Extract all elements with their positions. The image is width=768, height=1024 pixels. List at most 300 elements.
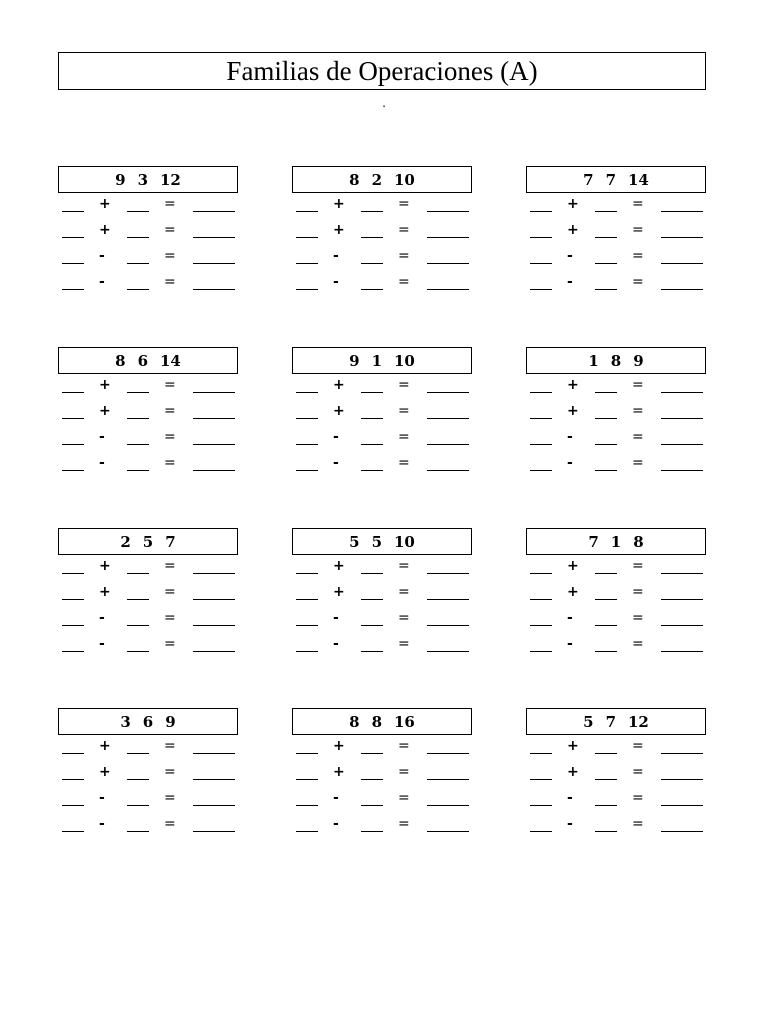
family-number: 7 [165,532,176,551]
answer-blank-first[interactable] [296,599,318,600]
equation-row [526,555,706,581]
family-number: 1 [610,532,622,551]
equation-row [526,761,706,787]
answer-blank-result[interactable] [193,470,235,471]
minus-sign: - [333,429,339,445]
equals-sign: = [164,738,176,754]
equation-row [58,193,238,219]
equation-row [58,555,238,581]
fact-family-numbers [58,708,238,735]
minus-sign: - [99,610,105,626]
equals-sign: = [398,636,410,652]
answer-blank-first[interactable] [530,211,552,212]
answer-blank-result[interactable] [427,573,469,574]
plus-sign: + [333,403,345,419]
minus-sign: - [567,636,573,652]
plus-sign: + [333,196,345,212]
answer-blank-result[interactable] [427,418,469,419]
answer-blank-first[interactable] [530,779,552,780]
answer-blank-second[interactable] [361,625,383,626]
equals-sign: = [398,558,410,574]
answer-blank-second[interactable] [127,805,149,806]
plus-sign: + [333,377,345,393]
plus-sign: + [567,764,579,780]
answer-blank-second[interactable] [361,573,383,574]
equals-sign: = [164,584,176,600]
fact-family-numbers [292,347,472,374]
answer-blank-second[interactable] [361,753,383,754]
family-number: 8 [371,712,382,731]
answer-blank-first[interactable] [530,289,552,290]
answer-blank-first[interactable] [62,625,84,626]
fact-family-numbers [292,528,472,555]
equation-row [292,555,472,581]
answer-blank-first[interactable] [296,470,318,471]
equals-sign: = [632,636,644,652]
answer-blank-second[interactable] [595,831,617,832]
fact-family-numbers [292,166,472,193]
answer-blank-second[interactable] [595,211,617,212]
plus-sign: + [99,196,111,212]
answer-blank-result[interactable] [193,211,235,212]
equation-row [292,193,472,219]
answer-blank-result[interactable] [193,237,235,238]
equation-row [292,735,472,761]
answer-blank-second[interactable] [127,779,149,780]
answer-blank-first[interactable] [62,831,84,832]
answer-blank-second[interactable] [361,779,383,780]
equals-sign: = [632,274,644,290]
answer-blank-second[interactable] [127,573,149,574]
family-number: 14 [628,170,649,189]
equals-sign: = [398,738,410,754]
equals-sign: = [632,377,644,393]
family-number: 7 [605,712,616,731]
fact-family-card [58,708,238,839]
plus-sign: + [567,738,579,754]
answer-blank-first[interactable] [296,753,318,754]
plus-sign: + [333,764,345,780]
minus-sign: - [333,455,339,471]
answer-blank-second[interactable] [361,392,383,393]
equation-row [58,400,238,426]
family-number: 6 [137,351,148,370]
equals-sign: = [164,403,176,419]
answer-blank-second[interactable] [361,418,383,419]
answer-blank-result[interactable] [427,392,469,393]
answer-blank-second[interactable] [595,779,617,780]
answer-blank-result[interactable] [661,753,703,754]
equation-row [292,400,472,426]
minus-sign: - [333,610,339,626]
family-number: 6 [142,712,154,731]
family-number: 2 [120,532,131,551]
equals-sign: = [164,248,176,264]
answer-blank-first[interactable] [62,470,84,471]
answer-blank-result[interactable] [427,599,469,600]
answer-blank-first[interactable] [296,237,318,238]
answer-blank-result[interactable] [193,831,235,832]
answer-blank-result[interactable] [427,237,469,238]
family-number: 1 [588,351,599,370]
family-number: 8 [633,532,644,551]
minus-sign: - [333,816,339,832]
answer-blank-first[interactable] [62,599,84,600]
answer-blank-first[interactable] [296,779,318,780]
minus-sign: - [99,429,105,445]
answer-blank-first[interactable] [62,753,84,754]
family-number: 9 [165,712,176,731]
family-number: 12 [160,170,181,189]
answer-blank-second[interactable] [127,625,149,626]
equals-sign: = [398,403,410,419]
equation-row [292,581,472,607]
answer-blank-second[interactable] [127,599,149,600]
minus-sign: - [99,636,105,652]
answer-blank-result[interactable] [427,753,469,754]
answer-blank-first[interactable] [530,470,552,471]
equation-row [292,271,472,297]
equals-sign: = [398,248,410,264]
equals-sign: = [164,196,176,212]
answer-blank-second[interactable] [595,805,617,806]
answer-blank-first[interactable] [296,573,318,574]
answer-blank-result[interactable] [193,392,235,393]
fact-family-card [58,528,238,659]
equation-row [292,219,472,245]
equation-row [58,813,238,839]
equation-row [526,452,706,478]
equation-row [526,735,706,761]
fact-family-card [58,166,238,297]
family-number: 10 [394,532,415,551]
answer-blank-result[interactable] [427,470,469,471]
answer-blank-second[interactable] [361,289,383,290]
answer-blank-first[interactable] [530,573,552,574]
answer-blank-result[interactable] [193,418,235,419]
plus-sign: + [99,377,111,393]
equation-row [526,426,706,452]
answer-blank-second[interactable] [127,418,149,419]
fact-family-numbers [526,166,706,193]
answer-blank-second[interactable] [127,831,149,832]
family-number: 8 [115,351,126,370]
answer-blank-first[interactable] [530,237,552,238]
equals-sign: = [632,558,644,574]
equation-row [58,787,238,813]
answer-blank-first[interactable] [296,831,318,832]
minus-sign: - [99,790,105,806]
answer-blank-first[interactable] [530,444,552,445]
answer-blank-second[interactable] [361,211,383,212]
answer-blank-second[interactable] [361,237,383,238]
answer-blank-first[interactable] [62,289,84,290]
answer-blank-result[interactable] [661,289,703,290]
plus-sign: + [99,558,111,574]
equals-sign: = [164,429,176,445]
minus-sign: - [333,636,339,652]
answer-blank-result[interactable] [661,470,703,471]
answer-blank-first[interactable] [530,392,552,393]
equals-sign: = [398,222,410,238]
answer-blank-second[interactable] [595,263,617,264]
family-number: 10 [394,351,415,370]
fact-family-card [292,166,472,297]
answer-blank-result[interactable] [661,599,703,600]
equation-row [526,193,706,219]
answer-blank-first[interactable] [296,651,318,652]
answer-blank-result[interactable] [193,573,235,574]
answer-blank-first[interactable] [296,263,318,264]
answer-blank-first[interactable] [296,444,318,445]
answer-blank-first[interactable] [296,289,318,290]
equation-row [292,374,472,400]
equation-row [526,607,706,633]
answer-blank-result[interactable] [427,625,469,626]
answer-blank-first[interactable] [296,392,318,393]
fact-family-numbers [526,708,706,735]
answer-blank-first[interactable] [62,651,84,652]
answer-blank-result[interactable] [661,392,703,393]
fact-family-card [526,166,706,297]
answer-blank-second[interactable] [361,599,383,600]
family-number: 9 [349,351,360,370]
answer-blank-second[interactable] [595,470,617,471]
minus-sign: - [333,790,339,806]
plus-sign: + [567,558,579,574]
answer-blank-second[interactable] [595,444,617,445]
equals-sign: = [164,274,176,290]
answer-blank-result[interactable] [193,753,235,754]
equation-row [292,813,472,839]
equals-sign: = [164,222,176,238]
family-number: 1 [371,351,382,370]
answer-blank-result[interactable] [193,289,235,290]
answer-blank-second[interactable] [361,831,383,832]
plus-sign: + [333,222,345,238]
answer-blank-result[interactable] [661,625,703,626]
answer-blank-second[interactable] [595,753,617,754]
family-number: 5 [371,532,382,551]
equation-row [526,787,706,813]
answer-blank-result[interactable] [661,263,703,264]
minus-sign: - [567,429,573,445]
minus-sign: - [99,455,105,471]
answer-blank-second[interactable] [361,470,383,471]
family-number: 8 [349,170,360,189]
answer-blank-second[interactable] [595,625,617,626]
equals-sign: = [632,248,644,264]
equals-sign: = [632,196,644,212]
answer-blank-second[interactable] [127,651,149,652]
equals-sign: = [398,377,410,393]
worksheet-title-text: Familias de Operaciones (A) [226,55,538,86]
answer-blank-result[interactable] [661,573,703,574]
equation-row [292,787,472,813]
answer-blank-first[interactable] [296,805,318,806]
answer-blank-result[interactable] [661,444,703,445]
plus-sign: + [99,403,111,419]
answer-blank-first[interactable] [62,444,84,445]
answer-blank-first[interactable] [62,779,84,780]
answer-blank-result[interactable] [427,779,469,780]
minus-sign: - [567,790,573,806]
answer-blank-first[interactable] [530,599,552,600]
subtitle-dot: . [382,96,386,110]
answer-blank-result[interactable] [427,263,469,264]
answer-blank-second[interactable] [595,237,617,238]
equation-row [526,813,706,839]
family-number: 14 [160,351,181,370]
answer-blank-result[interactable] [193,263,235,264]
equation-row [58,219,238,245]
equals-sign: = [632,764,644,780]
equals-sign: = [398,429,410,445]
answer-blank-result[interactable] [661,418,703,419]
worksheet-title [58,52,706,90]
answer-blank-first[interactable] [62,418,84,419]
answer-blank-result[interactable] [193,651,235,652]
answer-blank-first[interactable] [530,625,552,626]
answer-blank-result[interactable] [427,289,469,290]
equals-sign: = [632,429,644,445]
minus-sign: - [333,274,339,290]
answer-blank-result[interactable] [193,779,235,780]
answer-blank-first[interactable] [530,651,552,652]
answer-blank-result[interactable] [661,779,703,780]
equals-sign: = [164,610,176,626]
fact-family-card [58,347,238,478]
equals-sign: = [398,764,410,780]
answer-blank-first[interactable] [530,263,552,264]
equation-row [58,374,238,400]
answer-blank-second[interactable] [595,392,617,393]
minus-sign: - [567,816,573,832]
minus-sign: - [99,248,105,264]
answer-blank-first[interactable] [530,805,552,806]
answer-blank-second[interactable] [361,444,383,445]
equals-sign: = [632,584,644,600]
fact-family-numbers [292,708,472,735]
family-number: 7 [605,170,616,189]
fact-family-numbers [58,528,238,555]
answer-blank-result[interactable] [661,831,703,832]
answer-blank-second[interactable] [595,599,617,600]
minus-sign: - [567,248,573,264]
answer-blank-result[interactable] [661,805,703,806]
answer-blank-second[interactable] [127,444,149,445]
answer-blank-second[interactable] [127,211,149,212]
answer-blank-first[interactable] [62,392,84,393]
minus-sign: - [567,610,573,626]
plus-sign: + [99,764,111,780]
fact-family-numbers [58,347,238,374]
answer-blank-second[interactable] [595,651,617,652]
answer-blank-second[interactable] [361,263,383,264]
equation-row [58,581,238,607]
answer-blank-first[interactable] [62,237,84,238]
answer-blank-result[interactable] [427,444,469,445]
equals-sign: = [632,222,644,238]
answer-blank-result[interactable] [661,651,703,652]
family-number: 10 [394,170,415,189]
answer-blank-result[interactable] [427,805,469,806]
equals-sign: = [164,764,176,780]
family-number: 7 [588,532,599,551]
minus-sign: - [333,248,339,264]
plus-sign: + [333,558,345,574]
answer-blank-result[interactable] [661,211,703,212]
equals-sign: = [632,455,644,471]
answer-blank-first[interactable] [62,263,84,264]
answer-blank-second[interactable] [361,651,383,652]
family-number: 12 [628,712,649,731]
family-number: 2 [371,170,382,189]
answer-blank-first[interactable] [296,625,318,626]
answer-blank-first[interactable] [62,573,84,574]
equation-row [526,245,706,271]
fact-family-numbers [526,528,706,555]
answer-blank-first[interactable] [62,211,84,212]
equation-row [292,452,472,478]
plus-sign: + [333,584,345,600]
answer-blank-result[interactable] [193,805,235,806]
answer-blank-result[interactable] [427,651,469,652]
answer-blank-first[interactable] [530,831,552,832]
answer-blank-result[interactable] [427,831,469,832]
minus-sign: - [567,455,573,471]
answer-blank-second[interactable] [127,289,149,290]
answer-blank-result[interactable] [193,599,235,600]
answer-blank-second[interactable] [127,753,149,754]
answer-blank-first[interactable] [530,753,552,754]
plus-sign: + [99,222,111,238]
plus-sign: + [567,222,579,238]
equation-row [58,426,238,452]
answer-blank-result[interactable] [427,211,469,212]
equals-sign: = [164,377,176,393]
equals-sign: = [164,636,176,652]
equals-sign: = [632,790,644,806]
answer-blank-first[interactable] [530,418,552,419]
equals-sign: = [398,274,410,290]
answer-blank-second[interactable] [127,470,149,471]
answer-blank-result[interactable] [193,625,235,626]
family-number: 9 [115,170,126,189]
equals-sign: = [164,455,176,471]
answer-blank-result[interactable] [661,237,703,238]
equation-row [58,633,238,659]
answer-blank-second[interactable] [127,263,149,264]
answer-blank-second[interactable] [127,237,149,238]
equals-sign: = [164,816,176,832]
plus-sign: + [567,196,579,212]
answer-blank-second[interactable] [127,392,149,393]
minus-sign: - [567,274,573,290]
answer-blank-first[interactable] [296,418,318,419]
fact-family-card [526,708,706,839]
answer-blank-first[interactable] [296,211,318,212]
answer-blank-result[interactable] [193,444,235,445]
equals-sign: = [398,455,410,471]
answer-blank-second[interactable] [595,289,617,290]
answer-blank-second[interactable] [361,805,383,806]
answer-blank-second[interactable] [595,418,617,419]
equals-sign: = [398,790,410,806]
answer-blank-first[interactable] [62,805,84,806]
answer-blank-second[interactable] [595,573,617,574]
equation-row [58,761,238,787]
